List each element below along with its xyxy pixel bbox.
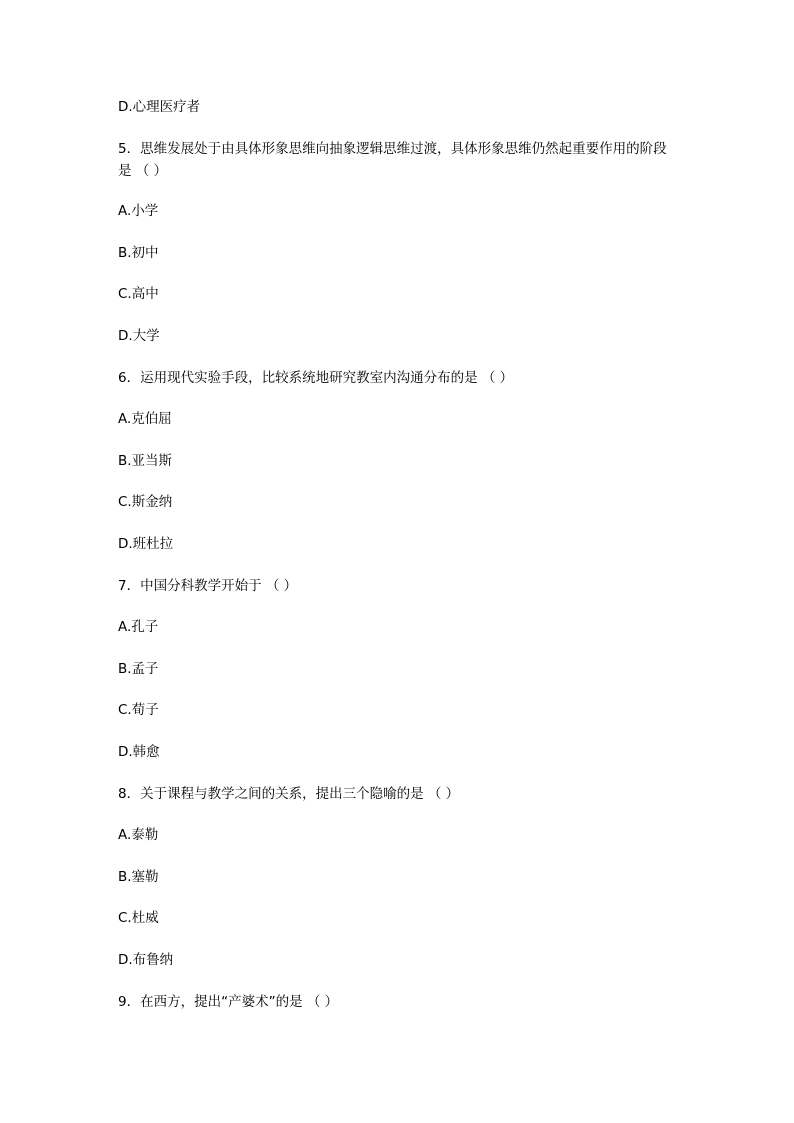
option-5b: B.初中 [118,245,159,261]
option-6d: D.班杜拉 [118,536,174,552]
question-6: 6．运用现代实验手段，比较系统地研究教室内沟通分布的是 （ ） [118,370,514,386]
option-6c: C.斯金纳 [118,494,173,510]
question-5: 5．思维发展处于由具体形象思维向抽象逻辑思维过渡，具体形象思维仍然起重要作用的阶段是 （ ） [118,141,667,179]
option-8a: A.泰勒 [118,827,159,843]
option-6b: B.亚当斯 [118,453,173,469]
option-7c: C.荀子 [118,702,159,718]
option-7b: B.孟子 [118,661,159,677]
option-5c: C.高中 [118,286,159,302]
question-7: 7．中国分科教学开始于 （ ） [118,578,298,594]
question-9: 9．在西方，提出“产婆术”的是 （ ） [118,994,339,1010]
option-8d: D.布鲁纳 [118,952,174,968]
option-8c: C.杜威 [118,910,159,926]
option-5a: A.小学 [118,203,159,219]
option-4d: D.心理医疗者 [118,99,201,115]
option-7a: A.孔子 [118,619,159,635]
question-8: 8．关于课程与教学之间的关系，提出三个隐喻的是 （ ） [118,786,460,802]
option-5d: D.大学 [118,328,160,344]
option-7d: D.韩愈 [118,744,160,760]
option-6a: A.克伯屈 [118,411,172,427]
option-8b: B.塞勒 [118,869,159,885]
